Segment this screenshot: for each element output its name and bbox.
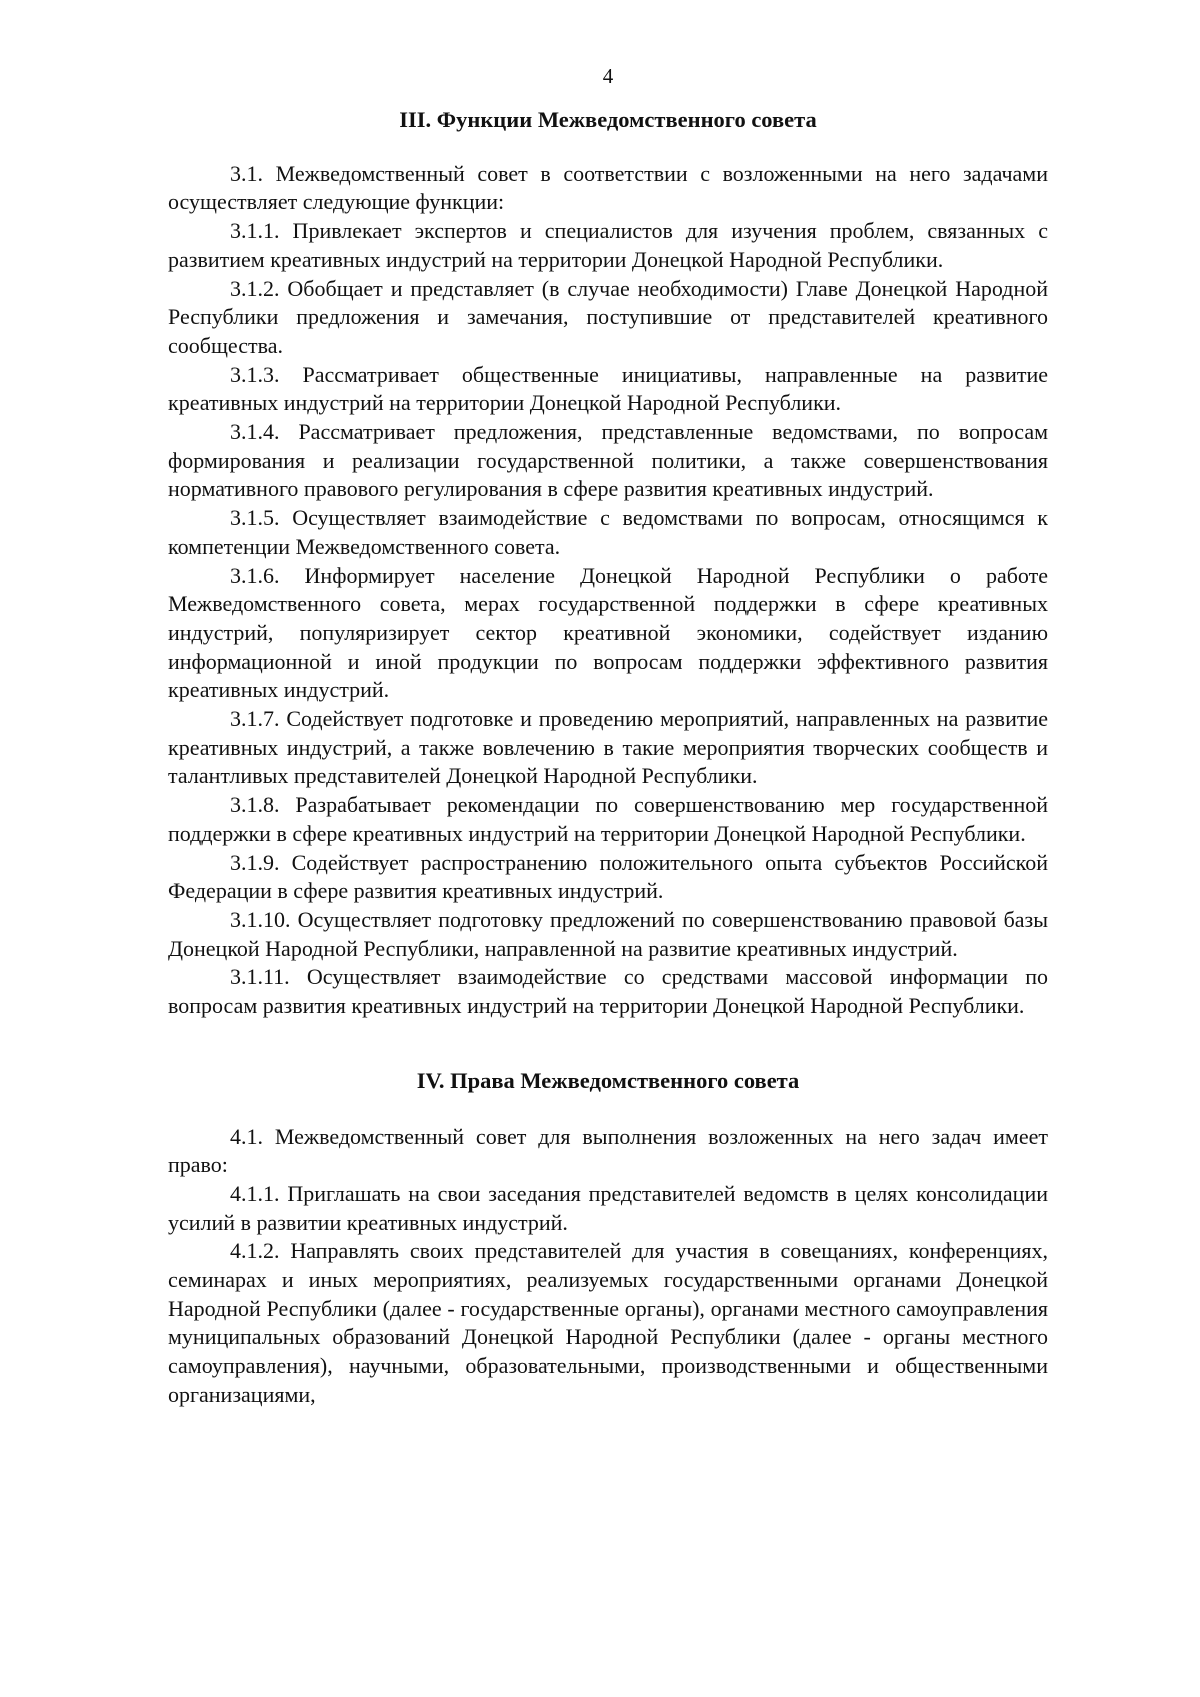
paragraph-3-1-11: 3.1.11. Осуществляет взаимодействие со средствами массовой информации по вопросам развития креативных индустрий на территории Донецкой Народной Республики. (168, 964, 1048, 1019)
paragraph-3-1-10: 3.1.10. Осуществляет подготовку предложений по совершенствованию правовой базы Донецкой Народной Республики, направленной на развитие креативных индустрий. (168, 906, 1048, 961)
paragraph-4-1-1: 4.1.1. Приглашать на свои заседания представителей ведомств в целях консолидации усилий в развитии креативных индустрий. (168, 1180, 1048, 1235)
section-3-body (168, 160, 1048, 1021)
paragraph-3-1-2: 3.1.2. Обобщает и представляет (в случае необходимости) Главе Донецкой Народной Республики предложения и замечания, поступившие от представителей креативного сообщества. (168, 275, 1048, 358)
paragraph-3-1-9: 3.1.9. Содействует распространению положительного опыта субъектов Российской Федерации в сфере развития креативных индустрий. (168, 849, 1048, 904)
paragraph-4-1: 4.1. Межведомственный совет для выполнения возложенных на него задач имеет право: (168, 1123, 1048, 1178)
section-4-body (168, 1123, 1048, 1410)
paragraph-3-1-5: 3.1.5. Осуществляет взаимодействие с ведомствами по вопросам, относящимся к компетенции Межведомственного совета. (168, 505, 1048, 559)
paragraph-3-1-8: 3.1.8. Разрабатывает рекомендации по совершенствованию мер государственной поддержки в сфере креативных индустрий на территории Донецкой Народной Республики. (168, 792, 1048, 846)
paragraph-3-1: 3.1. Межведомственный совет в соответствии с возложенными на него задачами осуществляет следующие функции: (168, 160, 1048, 215)
page-number: 4 (602, 64, 614, 88)
document-page (168, 62, 1048, 1410)
paragraph-3-1-7: 3.1.7. Содействует подготовке и проведению мероприятий, направленных на развитие креативных индустрий, а также вовлечению в такие мероприятия творческих сообществ и талантливых представителей Донецкой Народной Республики. (168, 706, 1048, 789)
section-4-title: IV. Права Межведомственного совета (416, 1067, 800, 1093)
paragraph-4-1-2: 4.1.2. Направлять своих представителей для участия в совещаниях, конференциях, семинарах и иных мероприятиях, реализуемых государственными органами Донецкой Народной Республики (далее - государственные органы), органами местного самоуправления муниципальных образований Донецкой Народной Республики (далее - органы местного самоуправления), научными, образовательными, производственными и общественными организациями, (168, 1238, 1048, 1407)
paragraph-3-1-3: 3.1.3. Рассматривает общественные инициативы, направленные на развитие креативных индустрий на территории Донецкой Народной Республики. (168, 361, 1048, 416)
section-3-title: III. Функции Межведомственного совета (399, 107, 817, 132)
paragraph-3-1-1: 3.1.1. Привлекает экспертов и специалистов для изучения проблем, связанных с развитием креативных индустрий на территории Донецкой Народной Республики. (168, 218, 1048, 272)
paragraph-3-1-6: 3.1.6. Информирует население Донецкой Народной Республики о работе Межведомственного совета, мерах государственной поддержки в сфере креативных индустрий, популяризирует сектор креативной экономики, содействует изданию информационной и иной продукции по вопросам поддержки эффективного развития креативных индустрий. (168, 562, 1048, 703)
paragraph-3-1-4: 3.1.4. Рассматривает предложения, представленные ведомствами, по вопросам формирования и реализации государственной политики, а также совершенствования нормативного правового регулирования в сфере развития креативных индустрий. (168, 419, 1048, 502)
